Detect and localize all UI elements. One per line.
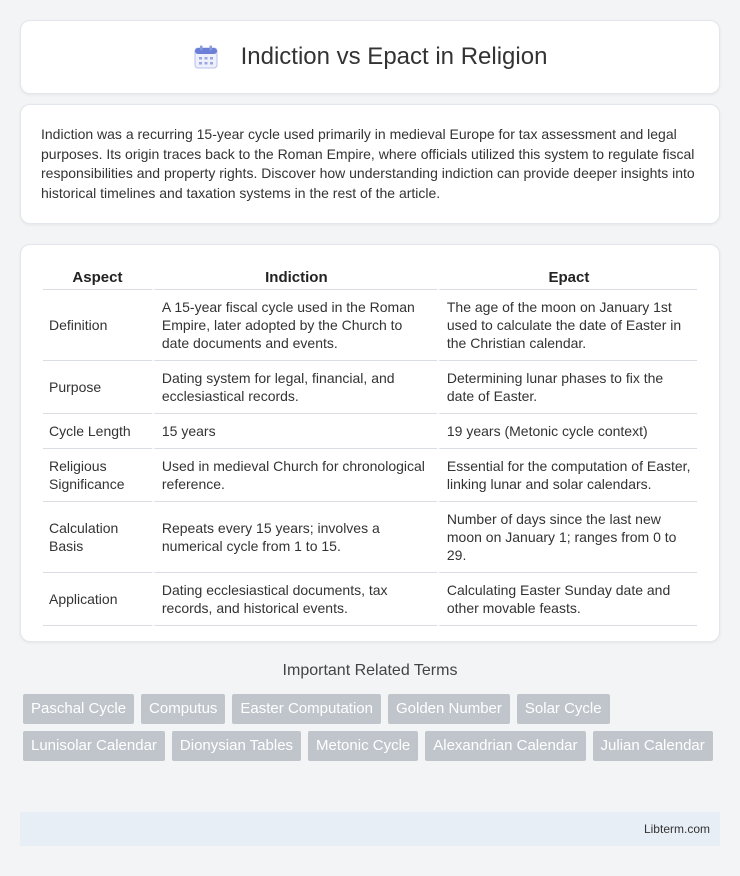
table-row bbox=[43, 414, 697, 449]
footer bbox=[20, 812, 720, 846]
row-epact: Essential for the computation of Easter, linking lunar and solar calendars. bbox=[437, 449, 697, 502]
row-indiction: A 15-year fiscal cycle used in the Roman Empire, later adopted by the Church to date documents and events. bbox=[152, 290, 437, 361]
row-indiction: Repeats every 15 years; involves a numerical cycle from 1 to 15. bbox=[152, 502, 437, 573]
calendar-icon bbox=[193, 44, 219, 70]
header-card bbox=[20, 20, 720, 94]
tag-dionysian-tables[interactable]: Dionysian Tables bbox=[172, 731, 301, 761]
row-indiction: Dating ecclesiastical documents, tax records, and historical events. bbox=[152, 573, 437, 626]
table-row bbox=[43, 573, 697, 626]
row-aspect: Religious Significance bbox=[43, 449, 152, 502]
page-title: Indiction vs Epact in Religion bbox=[240, 43, 548, 70]
tag-alexandrian-calendar[interactable]: Alexandrian Calendar bbox=[425, 731, 585, 761]
row-aspect: Cycle Length bbox=[43, 414, 152, 449]
row-indiction: 15 years bbox=[152, 414, 437, 449]
row-epact: The age of the moon on January 1st used to calculate the date of Easter in the Christian calendar. bbox=[437, 290, 697, 361]
tag-computus[interactable]: Computus bbox=[141, 694, 225, 724]
table-row bbox=[43, 449, 697, 502]
intro-paragraph: Indiction was a recurring 15-year cycle used primarily in medieval Europe for tax assessment and legal purposes. Its origin traces back to the Roman Empire, where officials utilized this system to regulate fiscal responsibilities and property rights. Discover how understanding indiction can provide deeper insights into historical timelines and taxation systems in the rest of the article. bbox=[41, 126, 695, 201]
row-aspect: Definition bbox=[43, 290, 152, 361]
table-row bbox=[43, 502, 697, 573]
table-header-row bbox=[43, 265, 697, 290]
table-row bbox=[43, 290, 697, 361]
tag-solar-cycle[interactable]: Solar Cycle bbox=[517, 694, 610, 724]
tag-lunisolar-calendar[interactable]: Lunisolar Calendar bbox=[23, 731, 165, 761]
title-wrap bbox=[193, 43, 548, 71]
row-epact: Determining lunar phases to fix the date of Easter. bbox=[437, 361, 697, 414]
row-epact: Calculating Easter Sunday date and other movable feasts. bbox=[437, 573, 697, 626]
row-indiction: Used in medieval Church for chronological reference. bbox=[152, 449, 437, 502]
row-aspect: Application bbox=[43, 573, 152, 626]
tag-julian-calendar[interactable]: Julian Calendar bbox=[593, 731, 713, 761]
comparison-table bbox=[43, 265, 697, 626]
row-indiction: Dating system for legal, financial, and ecclesiastical records. bbox=[152, 361, 437, 414]
header-epact: Epact bbox=[437, 265, 697, 290]
related-terms-title: Important Related Terms bbox=[282, 662, 458, 679]
header-aspect: Aspect bbox=[43, 265, 152, 290]
row-aspect: Calculation Basis bbox=[43, 502, 152, 573]
tag-golden-number[interactable]: Golden Number bbox=[388, 694, 510, 724]
intro-card bbox=[20, 104, 720, 224]
table-row bbox=[43, 361, 697, 414]
related-terms-list bbox=[23, 694, 723, 768]
header-indiction: Indiction bbox=[152, 265, 437, 290]
row-aspect: Purpose bbox=[43, 361, 152, 414]
row-epact: Number of days since the last new moon on January 1; ranges from 0 to 29. bbox=[437, 502, 697, 573]
row-epact: 19 years (Metonic cycle context) bbox=[437, 414, 697, 449]
tag-paschal-cycle[interactable]: Paschal Cycle bbox=[23, 694, 134, 724]
tag-easter-computation[interactable]: Easter Computation bbox=[232, 694, 381, 724]
tag-metonic-cycle[interactable]: Metonic Cycle bbox=[308, 731, 418, 761]
comparison-table-card bbox=[20, 244, 720, 642]
footer-brand-link[interactable]: Libterm.com bbox=[643, 822, 710, 836]
